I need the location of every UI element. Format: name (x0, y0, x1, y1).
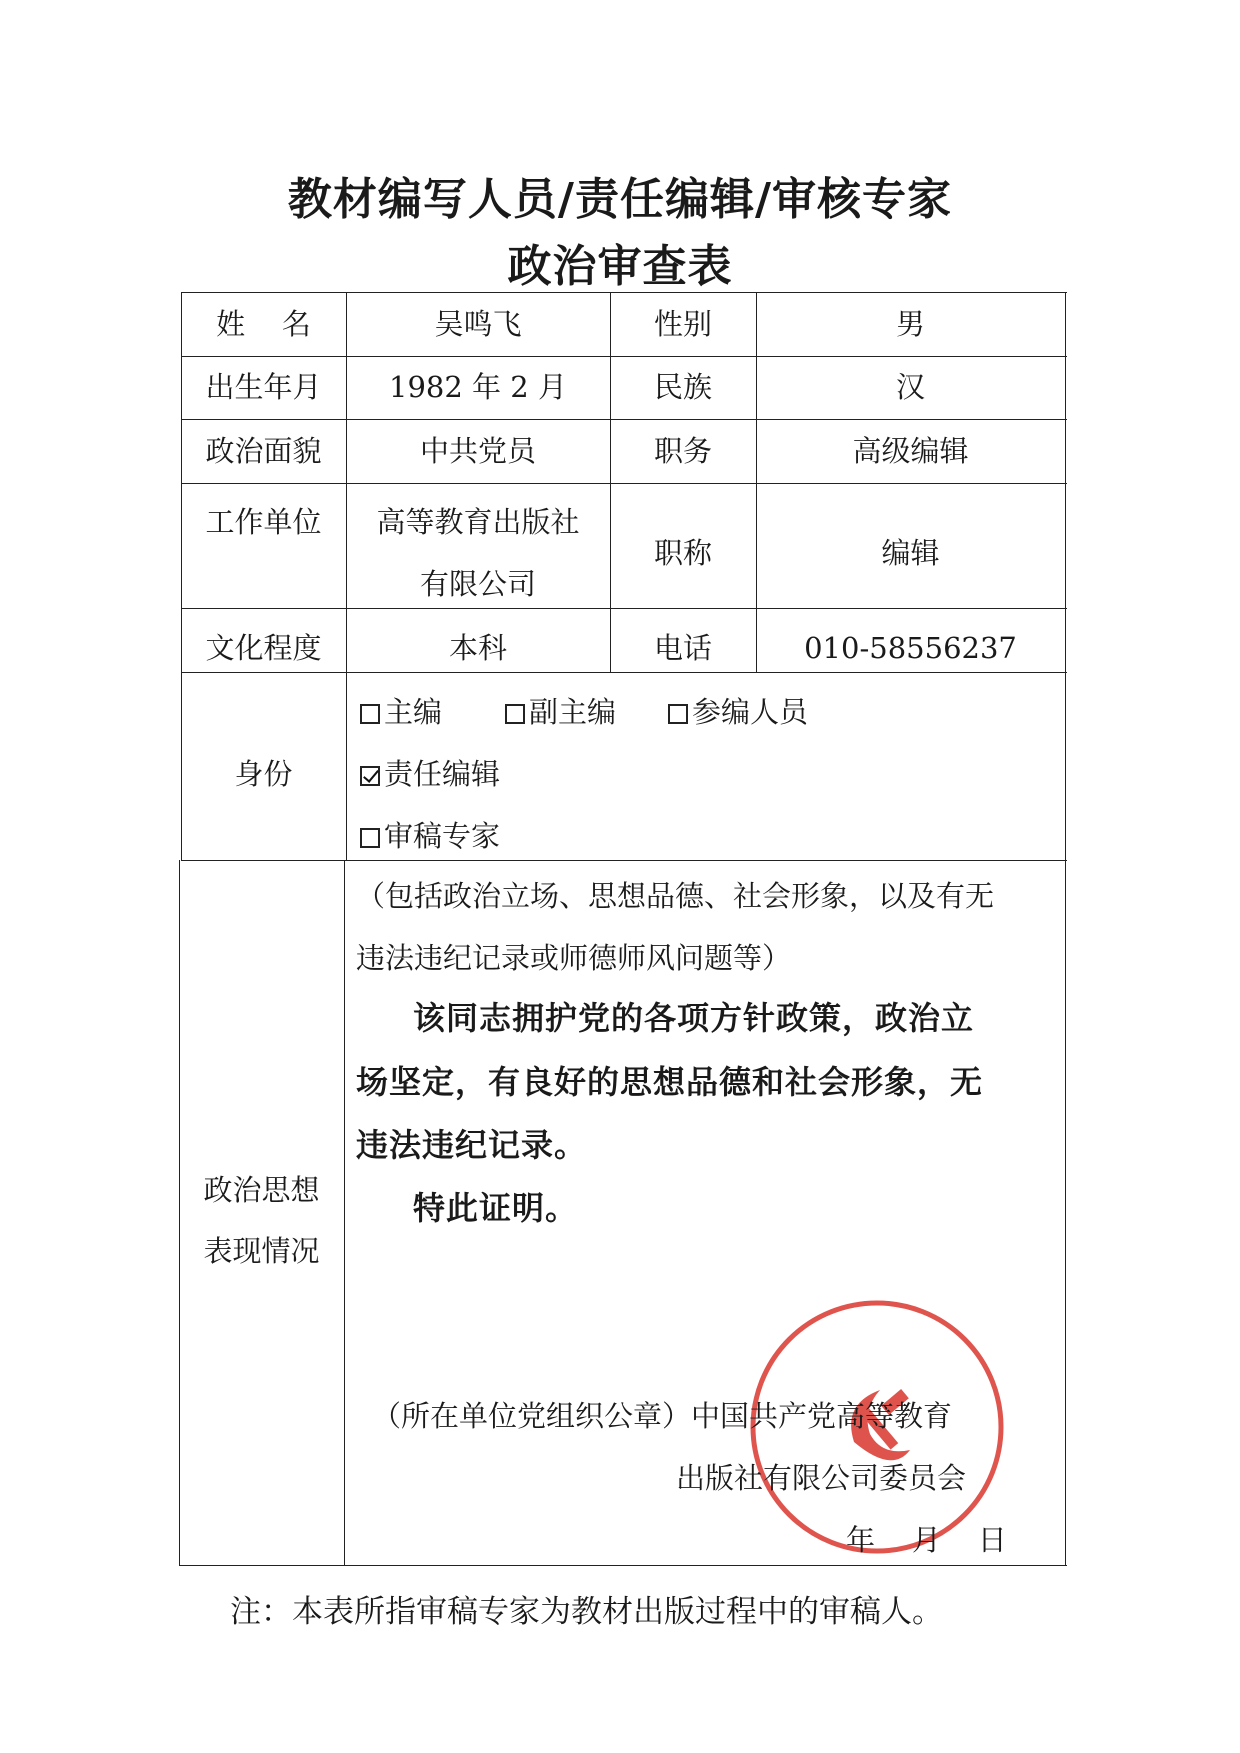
review-label-line2: 表现情况 (203, 1234, 320, 1268)
form-title-line1: 教材编写人员/责任编辑/审核专家 (287, 174, 953, 225)
ethnicity-label: 民族 (653, 370, 712, 404)
title-label: 职称 (653, 536, 712, 570)
name-label: 姓 名 (216, 307, 311, 341)
identity-option-contributor[interactable]: 参编人员 (668, 698, 808, 727)
unit-label: 工作单位 (205, 505, 322, 539)
unit-value-line2: 有限公司 (419, 567, 536, 601)
education-label: 文化程度 (205, 631, 322, 665)
gender-value: 男 (895, 307, 925, 341)
identity-label: 身份 (234, 757, 293, 791)
identity-option-deputy-editor[interactable]: 副主编 (505, 698, 616, 727)
phone-label: 电话 (653, 631, 712, 665)
statement-line3: 违法违纪记录。 (356, 1126, 588, 1164)
political-label: 政治面貌 (205, 434, 322, 468)
checkbox-icon[interactable] (505, 704, 525, 724)
political-value: 中共党员 (419, 434, 536, 468)
duty-value: 高级编辑 (852, 434, 969, 468)
identity-option-review-expert[interactable]: 审稿专家 (360, 822, 500, 851)
checkbox-icon[interactable] (360, 704, 380, 724)
ethnicity-value: 汉 (895, 370, 925, 404)
unit-value-line1: 高等教育出版社 (376, 505, 580, 539)
birth-value: 1982 年 2 月 (389, 370, 567, 404)
education-value: 本科 (448, 631, 507, 665)
review-hint-line1: （包括政治立场、思想品德、社会形象，以及有无 (356, 879, 995, 913)
footnote: 注：本表所指审稿专家为教材出版过程中的审稿人。 (230, 1594, 943, 1630)
identity-option-responsible-editor[interactable]: 责任编辑 (360, 760, 500, 789)
birth-label: 出生年月 (205, 370, 322, 404)
statement-line1: 该同志拥护党的各项方针政策，政治立 (413, 999, 975, 1037)
duty-label: 职务 (653, 434, 712, 468)
form-title-line2: 政治审查表 (507, 241, 733, 292)
review-label-line1: 政治思想 (203, 1173, 320, 1207)
certify-text: 特此证明。 (413, 1189, 579, 1227)
org-name-line2: 出版社有限公司委员会 (676, 1461, 967, 1495)
gender-label: 性别 (653, 307, 712, 341)
phone-value: 010-58556237 (804, 631, 1017, 665)
identity-option-chief-editor[interactable]: 主编 (360, 698, 442, 727)
title-value: 编辑 (881, 536, 940, 570)
review-hint-line2: 违法违纪记录或师德师风问题等） (356, 941, 792, 975)
date-line: 年 月 日 (846, 1523, 1007, 1557)
checked-checkbox-icon[interactable] (360, 766, 380, 786)
seal-note: （所在单位党组织公章）中国共产党高等教育 (372, 1399, 953, 1433)
checkbox-icon[interactable] (360, 828, 380, 848)
statement-line2: 场坚定，有良好的思想品德和社会形象，无 (356, 1063, 984, 1101)
name-value: 吴鸣飞 (434, 307, 522, 341)
checkbox-icon[interactable] (668, 704, 688, 724)
